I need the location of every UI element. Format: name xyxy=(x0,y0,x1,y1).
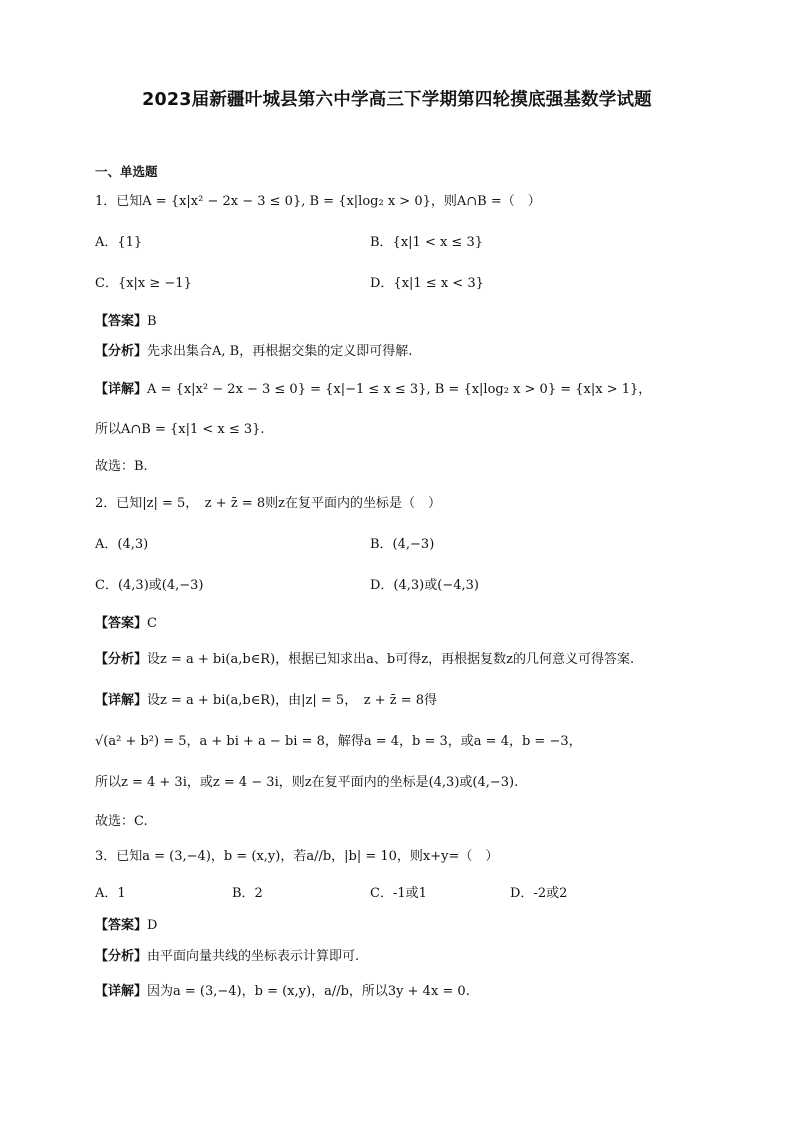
analysis-tag: 【分析】 xyxy=(95,652,148,667)
detail-text: A = {x|x² − 2x − 3 ≤ 0} = {x|−1 ≤ x ≤ 3}, B = {x|log₂ x > 0} = {x|x > 1}， xyxy=(147,382,652,397)
q3-option-b: B．2 xyxy=(232,886,263,901)
detail-tag: 【详解】 xyxy=(95,382,148,397)
q3-detail xyxy=(95,982,470,1002)
q1-option-a: A．{1} xyxy=(95,235,143,250)
q2-choose: 故选：C. xyxy=(95,814,148,829)
q2-option-b: B．(4,−3) xyxy=(370,537,435,552)
q1-option-d: D．{x|1 ≤ x < 3} xyxy=(370,276,484,291)
q3-option-c: C．-1或1 xyxy=(370,886,427,901)
analysis-text: 由平面向量共线的坐标表示计算即可. xyxy=(147,949,360,964)
q1-option-c: C．{x|x ≥ −1} xyxy=(95,276,192,291)
q3-option-a: A．1 xyxy=(95,886,126,901)
q2-stem: 2．已知|z| = 5， z + z̄ = 8则z在复平面内的坐标是（ ） xyxy=(95,496,441,511)
q2-option-a: A．(4,3) xyxy=(95,537,149,552)
q3-answer xyxy=(95,916,157,936)
analysis-tag: 【分析】 xyxy=(95,344,148,359)
analysis-text: 设z = a + bi(a,b∈R)，根据已知求出a、b可得z，再根据复数z的几何意义可得答案. xyxy=(147,652,635,667)
q2-analysis xyxy=(95,650,634,670)
q3-analysis xyxy=(95,947,359,967)
q2-answer xyxy=(95,614,157,634)
answer-tag: 【答案】 xyxy=(95,314,148,329)
answer-value: D xyxy=(147,918,158,933)
q2-detail xyxy=(95,691,437,711)
answer-value: B xyxy=(147,314,157,329)
q2-option-c: C．(4,3)或(4,−3) xyxy=(95,578,204,593)
answer-tag: 【答案】 xyxy=(95,616,148,631)
analysis-text: 先求出集合A, B，再根据交集的定义即可得解. xyxy=(147,344,413,359)
section-heading: 一、单选题 xyxy=(95,164,158,179)
detail-tag: 【详解】 xyxy=(95,693,148,708)
q2-option-d: D．(4,3)或(−4,3) xyxy=(370,578,479,593)
answer-tag: 【答案】 xyxy=(95,918,148,933)
q1-choose: 故选：B. xyxy=(95,459,148,474)
analysis-tag: 【分析】 xyxy=(95,949,148,964)
q3-stem: 3．已知a = (3,−4)，b = (x,y)，若a//b，|b| = 10，则x+y=（ ） xyxy=(95,849,499,864)
q2-detail-2: √(a² + b²) = 5，a + bi + a − bi = 8，解得a = 4，b = 3，或a = 4，b = −3， xyxy=(95,734,582,749)
q1-detail-2: 所以A∩B = {x|1 < x ≤ 3}. xyxy=(95,422,265,437)
q1-answer xyxy=(95,312,157,332)
q1-analysis xyxy=(95,342,412,362)
detail-text: 因为a = (3,−4)，b = (x,y)，a//b，所以3y + 4x = 0. xyxy=(147,984,470,999)
q2-detail-3: 所以z = 4 + 3i，或z = 4 − 3i，则z在复平面内的坐标是(4,3)或(4,−3). xyxy=(95,775,519,790)
page-title: 2023届新疆叶城县第六中学高三下学期第四轮摸底强基数学试题 xyxy=(142,90,652,110)
detail-text: 设z = a + bi(a,b∈R)，由|z| = 5， z + z̄ = 8得 xyxy=(147,693,437,708)
q1-option-b: B．{x|1 < x ≤ 3} xyxy=(370,235,483,250)
q3-option-d: D．-2或2 xyxy=(510,886,568,901)
detail-tag: 【详解】 xyxy=(95,984,148,999)
answer-value: C xyxy=(147,616,157,631)
q1-detail xyxy=(95,380,651,400)
q1-stem: 1．已知A = {x|x² − 2x − 3 ≤ 0}, B = {x|log₂ x > 0}，则A∩B =（ ） xyxy=(95,194,541,209)
